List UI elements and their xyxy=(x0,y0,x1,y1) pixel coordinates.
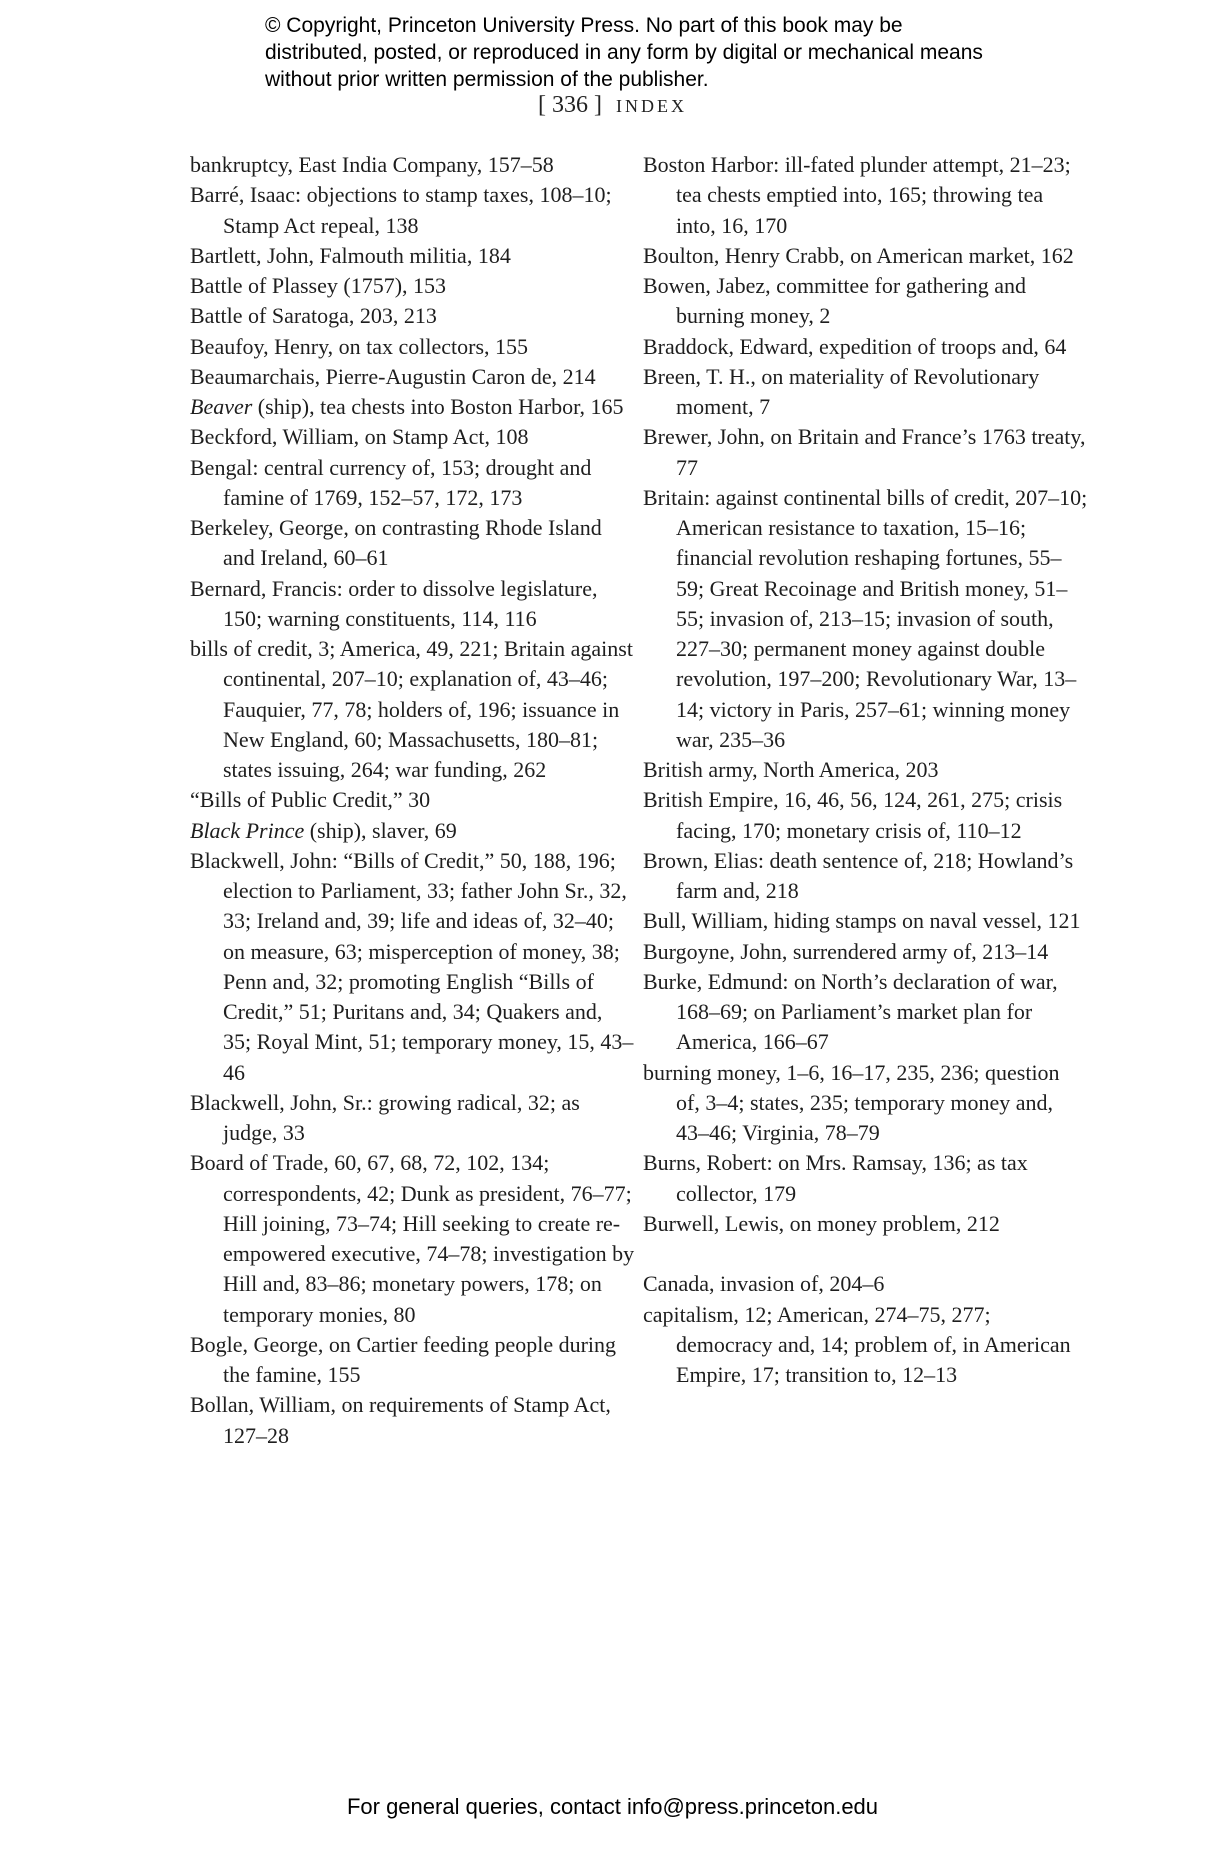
index-entry xyxy=(643,937,1088,967)
running-head-title: INDEX xyxy=(615,96,687,116)
index-entry xyxy=(190,1330,635,1391)
index-entry xyxy=(643,967,1088,1058)
index-entry xyxy=(190,1390,635,1451)
index-entry xyxy=(643,846,1088,907)
index-entry xyxy=(643,755,1088,785)
index-entry xyxy=(190,332,635,362)
index-entry-text: Boston Harbor: ill-fated plunder attempt, 21–23; tea chests emptied into, 165; throwing tea into, 16, 170 xyxy=(643,152,1071,238)
index-entry-text: Bartlett, John, Falmouth militia, 184 xyxy=(190,242,511,268)
index-entry xyxy=(643,150,1088,241)
index-entry xyxy=(190,180,635,241)
index-entry xyxy=(190,150,635,180)
index-entry xyxy=(190,241,635,271)
index-entry-text: Bogle, George, on Cartier feeding people during the famine, 155 xyxy=(190,1331,617,1387)
footer-contact: For general queries, contact info@press.princeton.edu xyxy=(346,1794,879,1819)
index-entry-text: Battle of Saratoga, 203, 213 xyxy=(190,303,437,329)
index-entry-text: Burgoyne, John, surrendered army of, 213–14 xyxy=(643,938,1049,964)
index-entry-text: Burns, Robert: on Mrs. Ramsay, 136; as tax collector, 179 xyxy=(643,1150,1028,1206)
index-entry xyxy=(643,1300,1088,1391)
index-entry xyxy=(190,816,635,846)
index-entry-italic-term: Black Prince xyxy=(190,817,305,843)
index-entry-text: British army, North America, 203 xyxy=(643,757,939,782)
index-entry xyxy=(643,483,1088,755)
index-entry xyxy=(190,574,635,635)
running-head xyxy=(0,92,1225,119)
page-number: [ 336 ] xyxy=(538,92,602,118)
index-entry xyxy=(190,422,635,452)
index-entry xyxy=(643,1269,1088,1299)
index-entry xyxy=(190,271,635,301)
index-entry-text: Barré, Isaac: objections to stamp taxes, 108–10; Stamp Act repeal, 138 xyxy=(190,182,612,238)
index-entry-text: Burke, Edmund: on North’s declaration of war, 168–69; on Parliament’s market plan for America, 166–67 xyxy=(643,968,1058,1055)
index-entry xyxy=(190,1148,635,1330)
index-entry-text: (ship), tea chests into Boston Harbor, 165 xyxy=(252,394,624,419)
index-entry-text: Bernard, Francis: order to dissolve legislature, 150; warning constituents, 114, 116 xyxy=(190,575,598,631)
index-entry xyxy=(643,332,1088,362)
copyright-notice: © Copyright, Princeton University Press. No part of this book may be distributed, posted, or reproduced in any form by digital or mechanical means without prior written permission of the publisher. xyxy=(265,14,983,91)
index-entry xyxy=(190,453,635,514)
index-entry-text: Battle of Plassey (1757), 153 xyxy=(190,273,447,298)
index-entry-text: Blackwell, John: “Bills of Credit,” 50, 188, 196; election to Parliament, 33; father John Sr., 32, 33; Ireland and, 39; life and ideas of, 32–40; on measure, 63; misperception of money, 38; Penn and, 32; promoting English “Bills of Credit,” 51; Puritans and, 34; Quakers and, 35; Royal Mint, 51; temporary money, 15, 43–46 xyxy=(190,847,634,1085)
index-entry-text: burning money, 1–6, 16–17, 235, 236; question of, 3–4; states, 235; temporary money and, 43–46; Virginia, 78–79 xyxy=(643,1059,1060,1145)
index-entry-text: bills of credit, 3; America, 49, 221; Britain against continental, 207–10; explanation of, 43–46; Fauquier, 77, 78; holders of, 196; issuance in New England, 60; Massachusetts, 180–81; states issuing, 264; war funding, 262 xyxy=(190,636,633,782)
index-column-right xyxy=(643,150,1088,1390)
index-entry-text: Bollan, William, on requirements of Stamp Act, 127–28 xyxy=(190,1392,611,1448)
index-entry xyxy=(190,846,635,1088)
index-entry-text: Blackwell, John, Sr.: growing radical, 32; as judge, 33 xyxy=(190,1089,580,1145)
index-entry-italic-term: Beaver xyxy=(190,394,253,419)
index-entry xyxy=(190,362,635,392)
index-entry-text: Board of Trade, 60, 67, 68, 72, 102, 134; correspondents, 42; Dunk as president, 76–77; Hill joining, 73–74; Hill seeking to create re-empowered executive, 74–78; investigation by Hill and, 83–86; monetary powers, 178; on temporary monies, 80 xyxy=(190,1150,635,1327)
index-entry-text: Burwell, Lewis, on money problem, 212 xyxy=(643,1210,1000,1236)
index-entry-text: Bull, William, hiding stamps on naval vessel, 121 xyxy=(643,908,1081,934)
index-entry-text: Bowen, Jabez, committee for gathering and burning money, 2 xyxy=(643,273,1027,329)
index-entry xyxy=(643,241,1088,271)
index-column-left xyxy=(190,150,635,1451)
index-entry xyxy=(643,906,1088,936)
index-entry-text: Brewer, John, on Britain and France’s 1763 treaty, 77 xyxy=(643,424,1086,480)
index-entry-text: bankruptcy, East India Company, 157–58 xyxy=(190,152,554,177)
index-entry xyxy=(643,271,1088,332)
index-entry xyxy=(643,1058,1088,1149)
index-entry-text: Britain: against continental bills of credit, 207–10; American resistance to taxation, 15–16; financial revolution reshaping fortunes, 55–59; Great Recoinage and British money, 51–55; invasion of, 213–15; invasion of south, 227–30; permanent money against double revolution, 197–200; Revolutionary War, 13–14; victory in Paris, 257–61; winning money war, 235–36 xyxy=(643,484,1088,752)
index-entry xyxy=(643,1148,1088,1209)
index-entry-text: (ship), slaver, 69 xyxy=(304,817,457,843)
index-entry-text: Beaumarchais, Pierre-Augustin Caron de, 214 xyxy=(190,363,596,389)
index-entry xyxy=(643,362,1088,423)
index-entry-text: Berkeley, George, on contrasting Rhode Island and Ireland, 60–61 xyxy=(190,515,602,571)
index-entry-text: “Bills of Public Credit,” 30 xyxy=(190,787,431,813)
index-entry xyxy=(643,1209,1088,1239)
index-entry xyxy=(643,422,1088,483)
index-entry xyxy=(190,634,635,785)
index-entry xyxy=(190,785,635,815)
index-entry-text: capitalism, 12; American, 274–75, 277; democracy and, 14; problem of, in American Empire, 17; transition to, 12–13 xyxy=(643,1301,1071,1387)
index-entry-text: British Empire, 16, 46, 56, 124, 261, 275; crisis facing, 170; monetary crisis of, 110–12 xyxy=(643,787,1063,843)
index-entry-text: Canada, invasion of, 204–6 xyxy=(643,1271,885,1297)
index-entry xyxy=(190,1088,635,1149)
index-entry-text: Boulton, Henry Crabb, on American market, 162 xyxy=(643,242,1074,268)
index-entry xyxy=(190,513,635,574)
index-entry-text: Breen, T. H., on materiality of Revolutionary moment, 7 xyxy=(643,363,1040,419)
index-entry-text: Brown, Elias: death sentence of, 218; Howland’s farm and, 218 xyxy=(643,847,1074,903)
index-entry xyxy=(190,301,635,331)
index-entry-text: Bengal: central currency of, 153; drought and famine of 1769, 152–57, 172, 173 xyxy=(190,454,592,510)
index-entry xyxy=(190,392,635,422)
letter-gap xyxy=(643,1239,1088,1269)
index-entry-text: Beaufoy, Henry, on tax collectors, 155 xyxy=(190,333,529,359)
index-entry-text: Braddock, Edward, expedition of troops and, 64 xyxy=(643,333,1067,359)
index-entry xyxy=(643,785,1088,846)
index-entry-text: Beckford, William, on Stamp Act, 108 xyxy=(190,424,529,450)
